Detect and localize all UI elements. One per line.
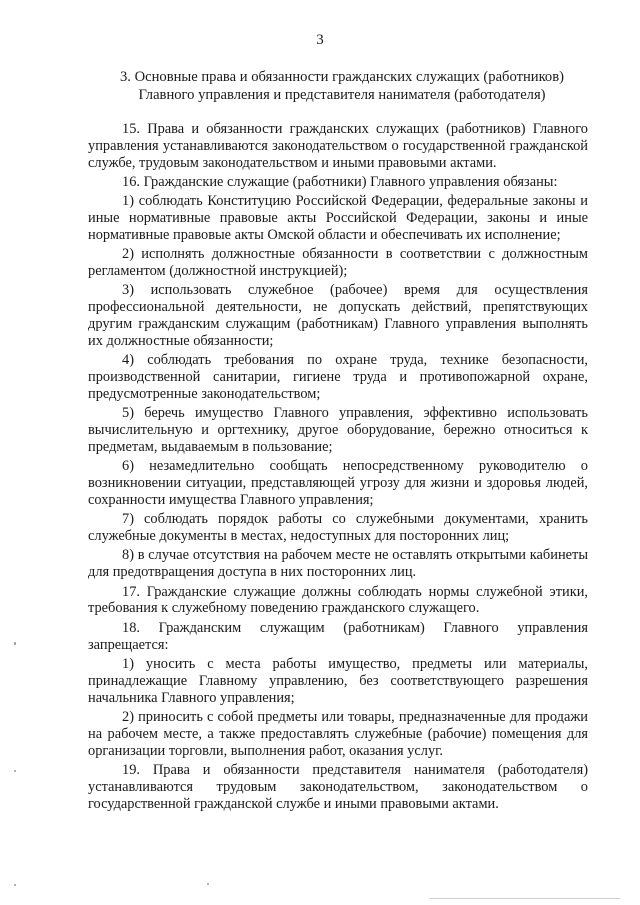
scan-edge-line [430,898,620,899]
list-item-16-7: 7) соблюдать порядок работы со служебными документами, хранить служебные документы в местах, недоступных для посторонних лиц; [88,511,588,545]
document-body [88,121,588,813]
list-item-16-2: 2) исполнять должностные обязанности в соответствии с должностным регламентом (должностной инструкцией); [88,246,588,280]
section-title-line-1: 3. Основные права и обязанности гражданских служащих (работников) [120,69,564,85]
scan-speck [14,770,16,772]
paragraph-19: 19. Права и обязанности представителя нанимателя (работодателя) устанавливаются трудовым законодательством, законодательством о государственной гражданской службе и иными правовыми актами. [88,761,588,812]
list-item-18-2: 2) приносить с собой предметы или товары, предназначенные для продажи на рабочем месте, а также предоставлять служебные (рабочие) помещения для организации торговли, выполнения работ, оказания услуг. [88,708,588,759]
list-item-16-4: 4) соблюдать требования по охране труда, технике безопасности, производственной санитарии, гигиене труда и противопожарной охране, предусмотренные законодательством; [88,352,588,403]
paragraph-18: 18. Гражданским служащим (работникам) Главного управления запрещается: [88,619,588,653]
list-item-16-3: 3) использовать служебное (рабочее) время для осуществления профессиональной деятельности, не допускать действий, препятствующих другим гражданским служащим (работникам) Главного управления выполнять их должностные обязанности; [88,282,588,350]
paragraph-15: 15. Права и обязанности гражданских служащих (работников) Главного управления устанавливаются законодательством о государственной гражданской службе, трудовым законодательством и иными правовыми актами. [88,121,588,171]
section-title [92,68,592,104]
scan-speck [207,883,209,885]
paragraph-17: 17. Гражданские служащие должны соблюдать нормы служебной этики, требования к служебному поведению гражданского служащего. [88,583,588,617]
list-item-16-1: 1) соблюдать Конституцию Российской Федерации, федеральные законы и иные нормативные правовые акты Российской Федерации, законы и иные нормативные правовые акты Омской области и обеспечивать их исполнение; [88,193,588,244]
scan-speck [14,642,16,645]
scan-speck [14,884,16,886]
list-item-16-6: 6) незамедлительно сообщать непосредственному руководителю о возникновении ситуации, представляющей угрозу для жизни и здоровья людей, сохранности имущества Главного управления; [88,458,588,509]
list-item-16-5: 5) беречь имущество Главного управления, эффективно использовать вычислительную и оргтехнику, другое оборудование, бережно относиться к предметам, выдаваемым в пользование; [88,405,588,456]
section-title-line-2: Главного управления и представителя нанимателя (работодателя) [138,87,546,103]
list-item-18-1: 1) уносить с места работы имущество, предметы или материалы, принадлежащие Главному управлению, без соответствующего разрешения начальника Главного управления; [88,655,588,706]
page-number: 3 [316,32,324,48]
list-item-16-8: 8) в случае отсутствия на рабочем месте не оставлять открытыми кабинеты для предотвращения доступа в них посторонних лиц. [88,547,588,581]
paragraph-16: 16. Гражданские служащие (работники) Главного управления обязаны: [122,174,558,191]
